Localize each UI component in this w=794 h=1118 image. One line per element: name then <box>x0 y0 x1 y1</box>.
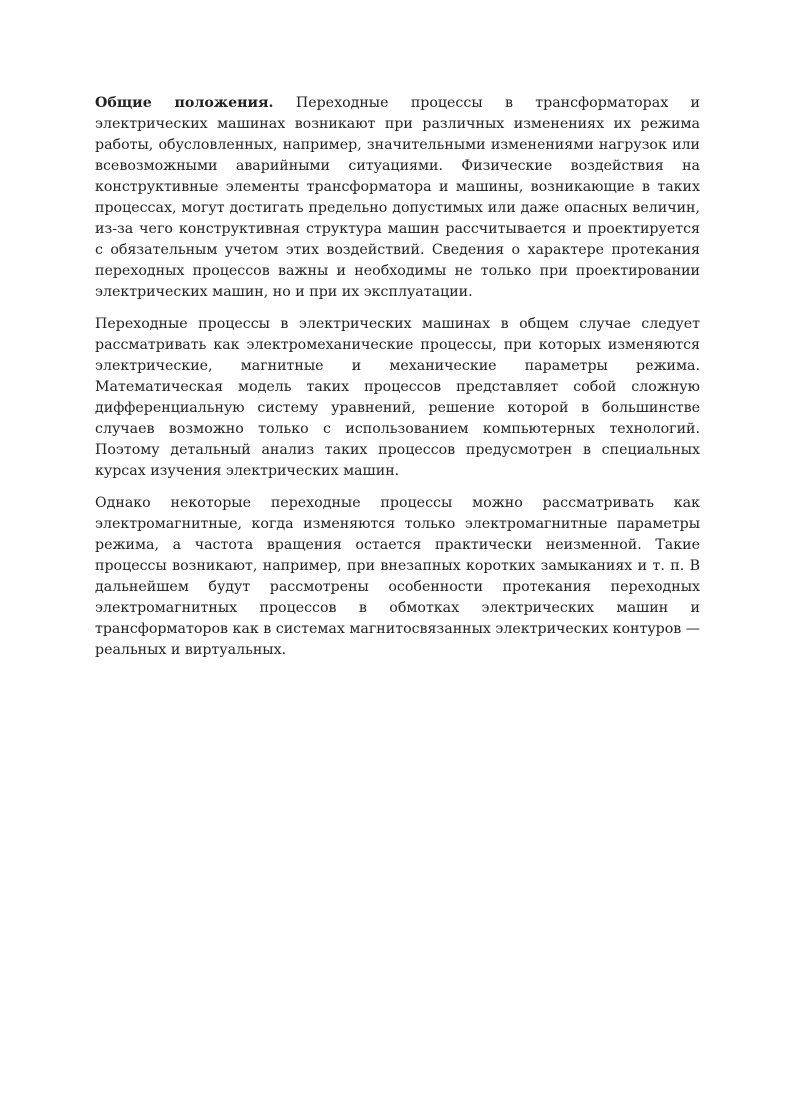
paragraph-electromagnetic-processes: Однако некоторые переходные процессы можно рассматривать как электромагнитные, когда изменяются только электромагнитные параметры режима, а частота вращения остается практически неизменной. Такие процессы возникают, например, при внезапных коротких замыканиях и т. п. В дальнейшем будут рассмотрены особенности протекания переходных электромагнитных процессов в обмотках электрических машин и трансформаторов как в системах магнитосвязанных электрических контуров — реальных и виртуальных. <box>95 495 700 658</box>
document-page <box>95 93 700 672</box>
paragraph-text: Переходные процессы в трансформаторах и электрических машинах возникают при различных изменениях их режима работы, обусловленных, например, значительными изменениями нагрузок или всевозможными аварийными ситуациями. Физические воздействия на конструктивные элементы трансформатора и машины, возникающие в таких процессах, могут достигать предельно допустимых или даже опасных величин, из-за чего конструктивная структура машин рассчитывается и проектируется с обязательным учетом этих воздействий. Сведения о характере протекания переходных процессов важны и необходимы не только при проектировании электрических машин, но и при их эксплуатации. <box>95 95 701 300</box>
section-lead-heading: Общие положения. <box>95 95 274 111</box>
paragraph-electromechanical-processes: Переходные процессы в электрических машинах в общем случае следует рассматривать как электромеханические процессы, при которых изменяются электрические, магнитные и механические параметры режима. Математическая модель таких процессов представляет собой сложную дифференциальную систему уравнений, решение которой в большинстве случаев возможно только с использованием компьютерных технологий. Поэтому детальный анализ таких процессов предусмотрен в специальных курсах изучения электрических машин. <box>95 316 700 479</box>
paragraph-general-provisions <box>95 93 700 303</box>
